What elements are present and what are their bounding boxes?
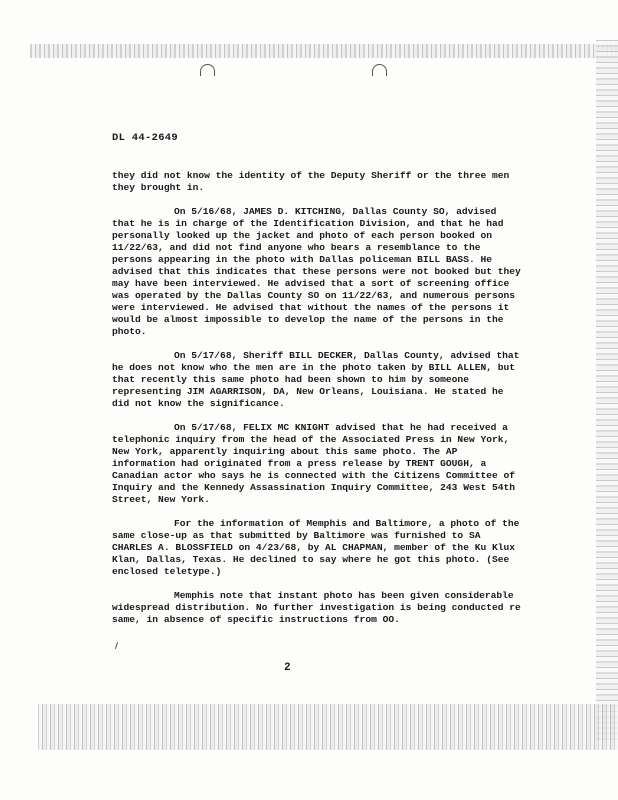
document-body: [112, 170, 522, 638]
stray-pen-mark: [115, 642, 118, 649]
punch-hole-mark-left: [200, 64, 215, 76]
paragraph-1: they did not know the identity of the Deputy Sheriff or the three men they brought in.: [112, 170, 510, 193]
paragraph-6: Memphis note that instant photo has been given considerable widespread distribution. No further investigation is being conducted re same, in absence of specific instructions from OO.: [112, 590, 521, 625]
scan-noise-right: [596, 40, 618, 740]
scan-noise-bottom: [38, 704, 618, 750]
paragraph-3: On 5/17/68, Sheriff BILL DECKER, Dallas County, advised that he does not know who the men are in the photo taken by BILL ALLEN, but that recently this same photo had been shown to him by someone representing JIM AGARRISON, DA, New Orleans, Louisiana. He stated he did not know the significance.: [112, 350, 520, 409]
punch-hole-mark-right: [372, 64, 387, 76]
scan-noise-top: [30, 44, 618, 58]
paragraph-2: On 5/16/68, JAMES D. KITCHING, Dallas County SO, advised that he is in charge of the Identification Division, and that he had personally looked up the jacket and photo of each person booked on 11/22/63, and did not find anyone who bears a resemblance to the persons appearing in the photo with Dallas policeman BILL BASS. He advised that this indicates that these persons were not booked but they may have been interviewed. He advised that a sort of screening office was operated by the Dallas County SO on 11/22/63, and numerous persons were interviewed. He advised that without the names of the persons it would be almost impossible to develop the name of the persons in the photo.: [112, 206, 521, 337]
paragraph-5: For the information of Memphis and Baltimore, a photo of the same close-up as that submitted by Baltimore was furnished to SA CHARLES A. BLOSSFIELD on 4/23/68, by AL CHAPMAN, member of the Ku Klux Klan, Dallas, Texas. He declined to say where he got this photo. (See enclosed teletype.): [112, 518, 520, 577]
paragraph-4: On 5/17/68, FELIX MC KNIGHT advised that he had received a telephonic inquiry from the head of the Associated Press in New York, New York, apparently inquiring about this same photo. The AP information had originated from a press release by TRENT GOUGH, a Canadian actor who says he is connected with the Citizens Committee of Inquiry and the Kennedy Assassination Inquiry Committee, 243 West 54th Street, New York.: [112, 422, 516, 505]
file-number: DL 44-2649: [112, 132, 179, 144]
page-number: 2: [284, 662, 291, 674]
